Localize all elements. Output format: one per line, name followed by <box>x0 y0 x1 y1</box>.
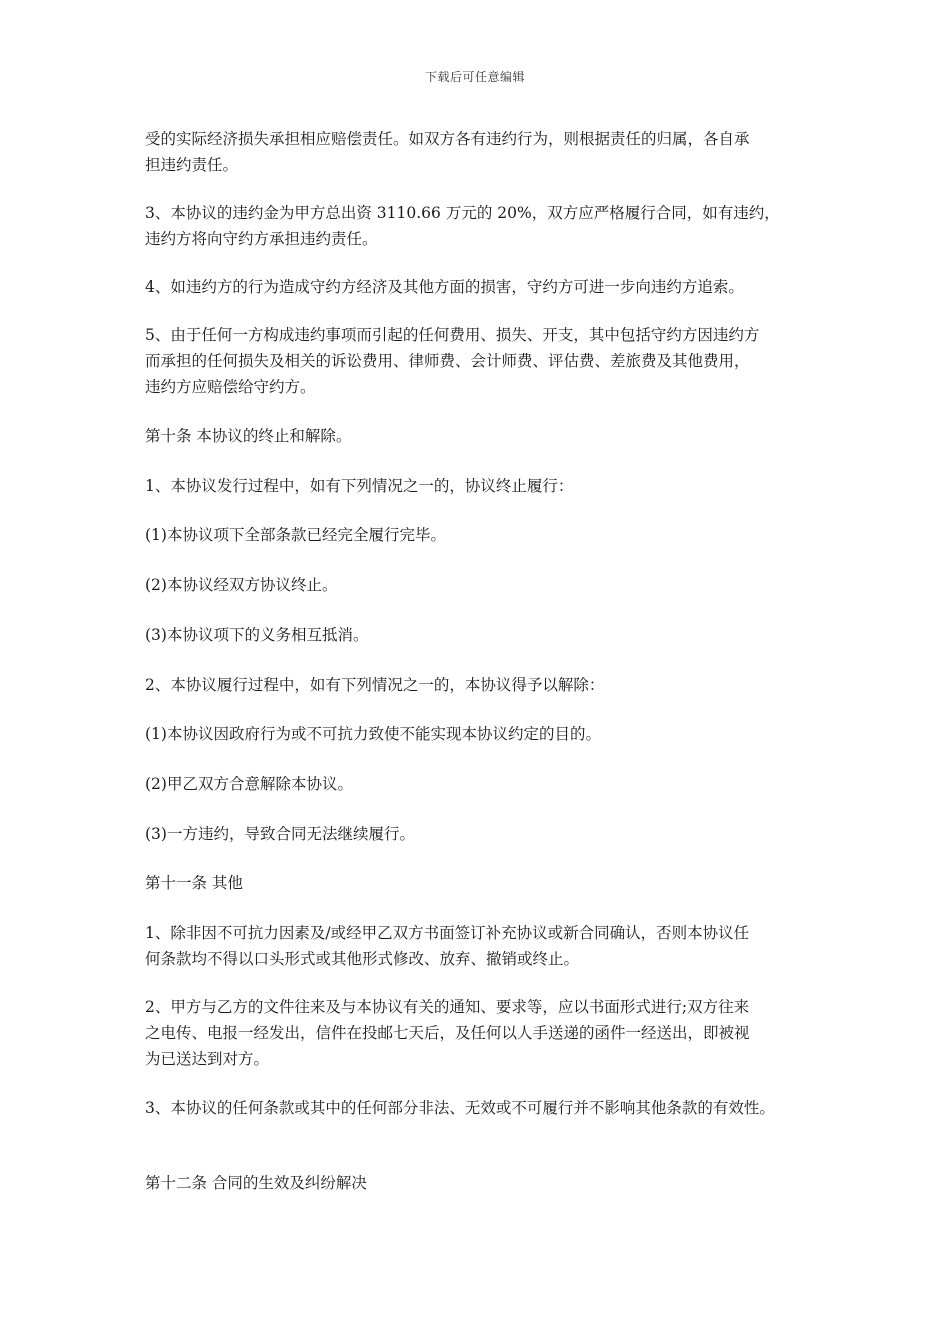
text-line: (1)本协议因政府行为或不可抗力致使不能实现本协议约定的目的。 <box>145 725 601 743</box>
page-header: 下载后可任意编辑 <box>424 70 525 84</box>
text-line: 第十二条 合同的生效及纠纷解决 <box>145 1174 367 1192</box>
paragraph-liability-continued <box>145 126 825 178</box>
paragraph-other-clause-2 <box>145 994 825 1072</box>
text-line: 2、甲方与乙方的文件往来及与本协议有关的通知、要求等，应以书面形式进行;双方往来 <box>145 998 750 1016</box>
text-line: 担违约责任。 <box>145 156 239 174</box>
text-line: 2、本协议履行过程中，如有下列情况之一的，本协议得予以解除： <box>145 676 605 694</box>
text-line: 何条款均不得以口头形式或其他形式修改、放弃、撤销或终止。 <box>145 950 580 968</box>
text-line: 1、本协议发行过程中，如有下列情况之一的，协议终止履行： <box>145 477 574 495</box>
paragraph-other-clause-1 <box>145 920 825 972</box>
paragraph-clause-5-costs <box>145 322 825 400</box>
paragraph-rescission-item-1 <box>145 721 825 747</box>
text-line: 5、由于任何一方构成违约事项而引起的任何费用、损失、开支，其中包括守约方因违约方 <box>145 326 760 344</box>
text-line: 违约方应赔偿给守约方。 <box>145 378 316 396</box>
paragraph-rescission-item-3 <box>145 821 825 847</box>
text-line: 受的实际经济损失承担相应赔偿责任。如双方各有违约行为，则根据责任的归属，各自承 <box>145 130 750 148</box>
text-line: 之电传、电报一经发出，信件在投邮七天后，及任何以人手送递的函件一经送出，即被视 <box>145 1024 750 1042</box>
text-line: (3)一方违约，导致合同无法继续履行。 <box>145 825 415 843</box>
text-line: (3)本协议项下的义务相互抵消。 <box>145 626 369 644</box>
paragraph-termination-item-1 <box>145 522 825 548</box>
paragraph-termination-intro <box>145 473 825 499</box>
text-line: 第十条 本协议的终止和解除。 <box>145 427 352 445</box>
text-line: (1)本协议项下全部条款已经完全履行完毕。 <box>145 526 446 544</box>
text-line: 违约方将向守约方承担违约责任。 <box>145 230 378 248</box>
paragraph-clause-4-recourse <box>145 274 825 300</box>
paragraph-termination-item-3 <box>145 622 825 648</box>
text-line: 第十一条 其他 <box>145 874 243 892</box>
text-line: 4、如违约方的行为造成守约方经济及其他方面的损害，守约方可进一步向违约方追索。 <box>145 278 744 296</box>
paragraph-rescission-intro <box>145 672 825 698</box>
article-11-heading <box>145 870 825 896</box>
text-line: (2)本协议经双方协议终止。 <box>145 576 338 594</box>
text-line: (2)甲乙双方合意解除本协议。 <box>145 775 353 793</box>
paragraph-other-clause-3 <box>145 1095 825 1121</box>
text-line: 3、本协议的任何条款或其中的任何部分非法、无效或不可履行并不影响其他条款的有效性。 <box>145 1099 775 1117</box>
article-12-heading <box>145 1170 825 1196</box>
text-line: 为已送达到对方。 <box>145 1050 270 1068</box>
paragraph-termination-item-2 <box>145 572 825 598</box>
text-line: 3、本协议的违约金为甲方总出资 3110.66 万元的 20%，双方应严格履行合同，如有违约， <box>145 204 780 222</box>
article-10-heading <box>145 423 825 449</box>
text-line: 而承担的任何损失及相关的诉讼费用、律师费、会计师费、评估费、差旅费及其他费用， <box>145 352 750 370</box>
paragraph-clause-3-penalty <box>145 200 825 252</box>
text-line: 1、除非因不可抗力因素及/或经甲乙双方书面签订补充协议或新合同确认，否则本协议任 <box>145 924 750 942</box>
paragraph-rescission-item-2 <box>145 771 825 797</box>
